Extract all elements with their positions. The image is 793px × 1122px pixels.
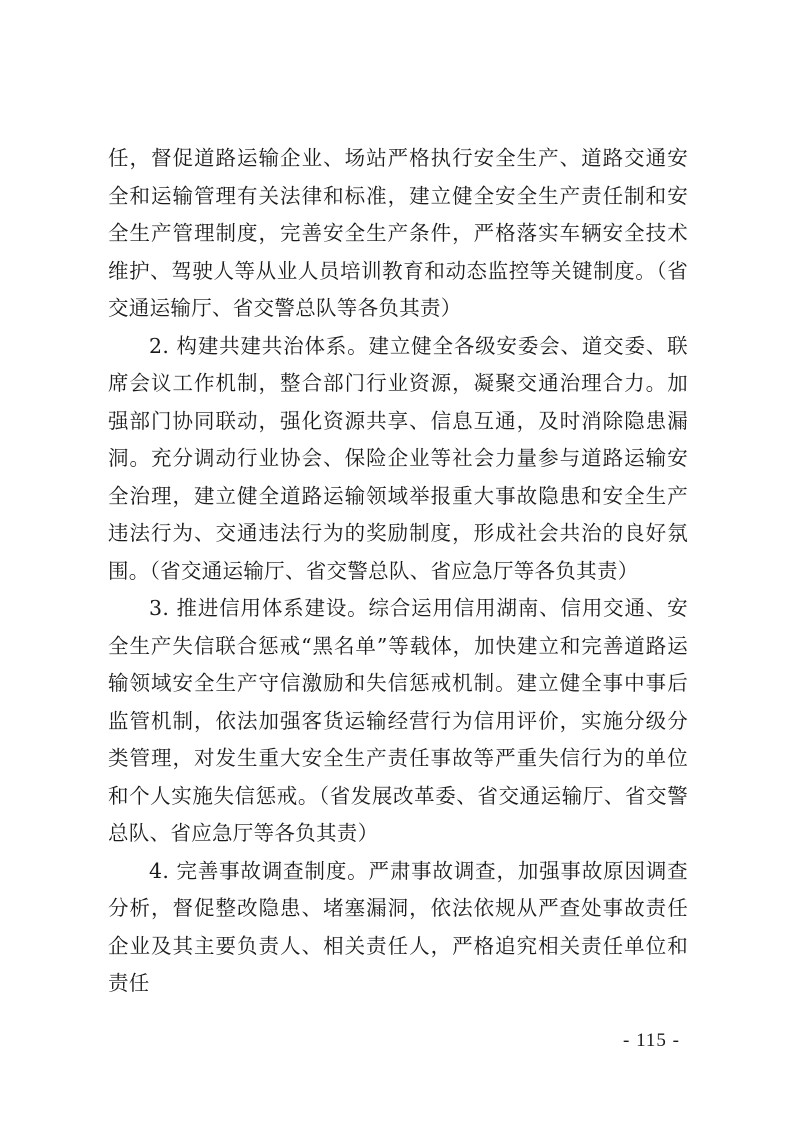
paragraph-item-2: 2. 构建共建共治体系。建立健全各级安委会、道交委、联席会议工作机制，整合部门行业资源，凝聚交通治理合力。加强部门协同联动，强化资源共享、信息互通，及时消除隐患漏洞。充分调动行业协会、保险企业等社会力量参与道路运输安全治理，建立健全道路运输领域举报重大事故隐患和安全生产违法行为、交通违法行为的奖励制度，形成社会共治的良好氛围。（省交通运输厅、省交警总队、省应急厅等各负其责） [108,333,688,583]
paragraph-item-3: 3. 推进信用体系建设。综合运用信用湖南、信用交通、安全生产失信联合惩戒“黑名单”等载体，加快建立和完善道路运输领域安全生产守信激励和失信惩戒机制。建立健全事中事后监管机制，依法加强客货运输经营行为信用评价，实施分级分类管理，对发生重大安全生产责任事故等严重失信行为的单位和个人实施失信惩戒。（省发展改革委、省交通运输厅、省交警总队、省应急厅等各负其责） [108,596,688,845]
document-body [108,140,688,1003]
page-number-footer [0,1030,793,1052]
paragraph-continuation: 任，督促道路运输企业、场站严格执行安全生产、道路交通安全和运输管理有关法律和标准，建立健全安全生产责任制和安全生产管理制度，完善安全生产条件，严格落实车辆安全技术维护、驾驶人等从业人员培训教育和动态监控等关键制度。（省交通运输厅、省交警总队等各负其责） [108,146,688,320]
paragraph-item-4: 4. 完善事故调查制度。严肃事故调查，加强事故原因调查分析，督促整改隐患、堵塞漏洞，依法依规从严查处事故责任企业及其主要负责人、相关责任人，严格追究相关责任单位和责任 [108,858,688,995]
page-number: - 115 - [623,1030,680,1051]
